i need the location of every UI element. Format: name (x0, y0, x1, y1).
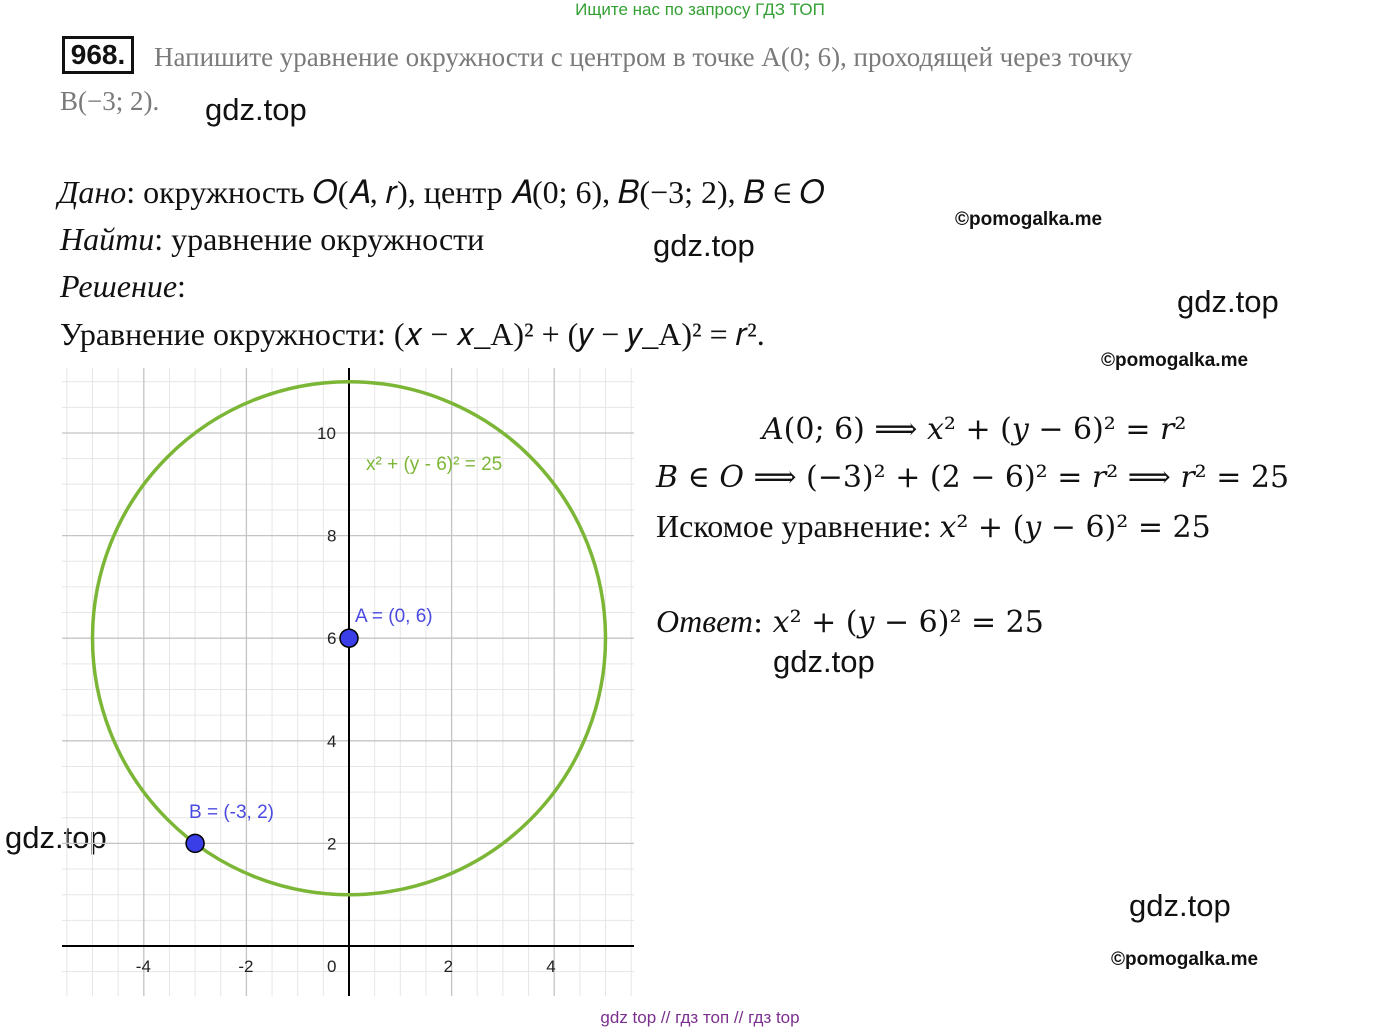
circle-equation-label: x² + (y - 6)² = 25 (366, 454, 503, 475)
watermark-gdz-5: gdz.top (5, 820, 107, 855)
watermark-gdz-4: gdz.top (773, 644, 875, 679)
footer-links: gdz top // гдз топ // гдз top (600, 1008, 800, 1027)
x-tick-label: -2 (238, 957, 254, 976)
y-tick-label: 6 (327, 629, 337, 649)
answer-text: : 𝑥² + (𝑦 − 6)² = 25 (753, 605, 1044, 640)
task-text-line1: Напишите уравнение окружности с центром в точке A(0; 6), проходящей через точку (154, 42, 1133, 72)
y-tick-label: 4 (327, 731, 337, 751)
task-number: 968. (62, 36, 134, 74)
step-1: 𝐴(0; 6) ⟹ 𝑥² + (𝑦 − 6)² = 𝑟² (762, 412, 1187, 447)
watermark-gdz-3: gdz.top (1177, 284, 1279, 319)
step-3-formula: 𝑥² + (𝑦 − 6)² = 25 (939, 510, 1211, 545)
given-text: : окружность 𝑂(𝐴, 𝑟), центр 𝐴(0; 6), 𝐵(−3; 2), 𝐵 ∈ 𝑂 (126, 174, 825, 210)
y-tick-label: 10 (317, 424, 336, 443)
y-tick-label: 8 (327, 526, 337, 546)
find-text: : уравнение окружности (154, 221, 485, 257)
watermark-pomogalka-1: ©pomogalka.me (955, 209, 1103, 230)
top-banner: Ищите нас по запросу ГДЗ ТОП (575, 0, 825, 19)
x-tick-label: -4 (135, 957, 151, 976)
find-label: Найти (60, 221, 155, 257)
step-3-label: Искомое уравнение: (656, 508, 940, 544)
x-tick-labels (136, 957, 556, 976)
watermark-gdz-6: gdz.top (1129, 888, 1231, 923)
x-tick-label: 2 (443, 957, 454, 976)
point-b (186, 834, 204, 852)
answer-label: Ответ (656, 603, 753, 639)
x-tick-label: 0 (327, 957, 337, 976)
x-tick-label: 4 (546, 957, 556, 976)
equation-line: Уравнение окружности: (𝑥 − 𝑥_A)² + (𝑦 − 𝑦_A)² = 𝑟². (60, 316, 765, 352)
step-2: 𝐵 ∈ 𝑂 ⟹ (−3)² + (2 − 6)² = 𝑟² ⟹ 𝑟² = 25 (656, 460, 1290, 495)
point-b-label: B = (-3, 2) (189, 802, 274, 823)
given-label: Дано (58, 174, 127, 210)
watermark-gdz-2: gdz.top (653, 228, 755, 263)
point-a-label: A = (0, 6) (355, 606, 433, 627)
point-a (340, 629, 358, 647)
watermark-pomogalka-3: ©pomogalka.me (1111, 949, 1259, 970)
solution-label: Решение (60, 268, 178, 304)
y-tick-label: 2 (327, 834, 337, 854)
solution-text: : (177, 268, 186, 304)
watermark-pomogalka-2: ©pomogalka.me (1101, 350, 1249, 371)
task-text-line2: B(−3; 2). (60, 86, 160, 116)
watermark-gdz-1: gdz.top (205, 92, 307, 127)
